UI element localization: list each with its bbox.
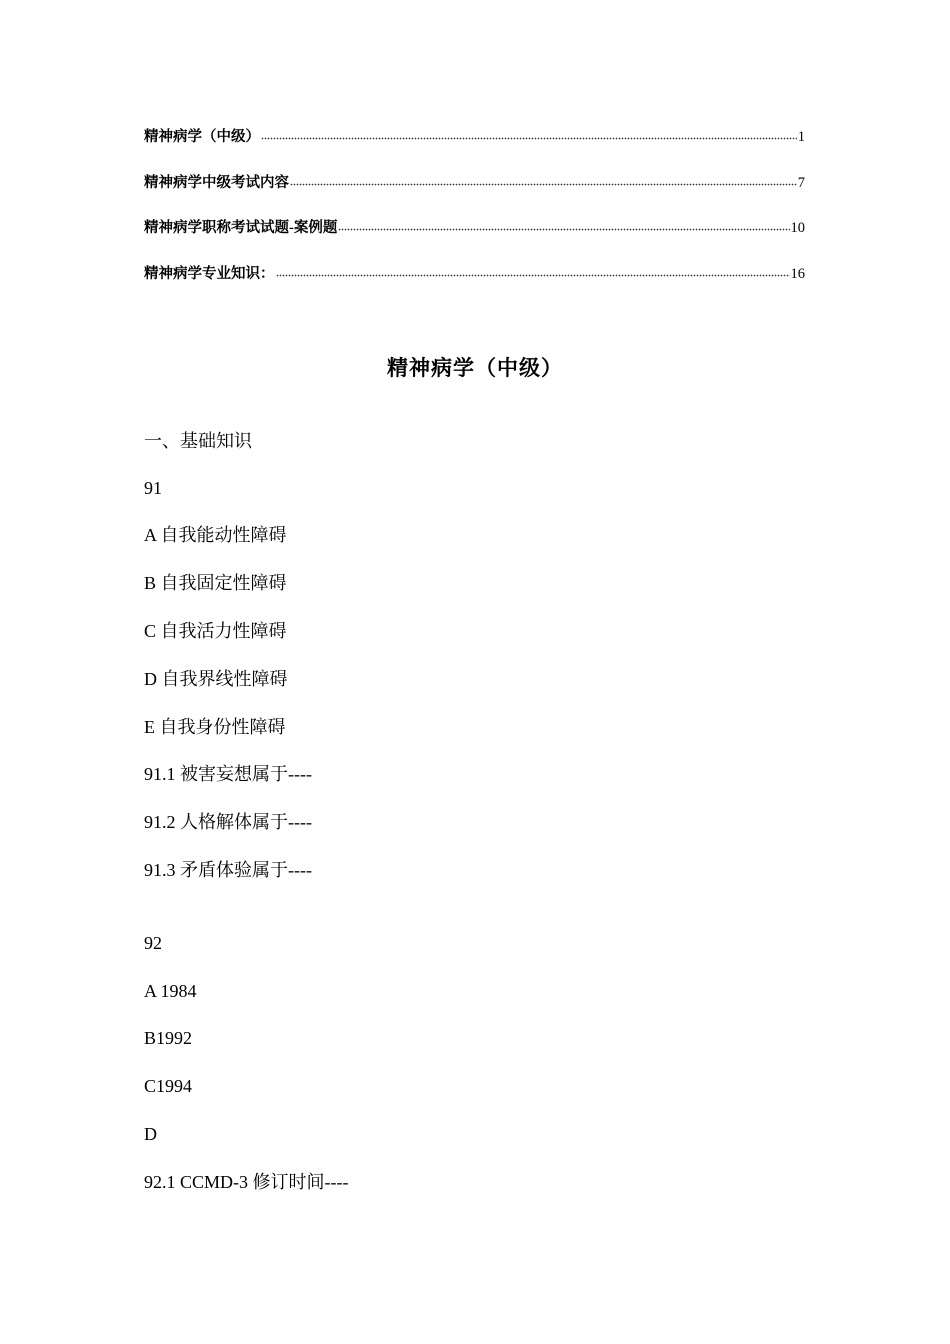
toc-entry-title: 精神病学中级考试内容 (144, 174, 289, 191)
toc-leader-dots (276, 274, 790, 278)
option-a: A 自我能动性障碍 (144, 525, 287, 545)
toc-entry-title: 精神病学（中级） (144, 129, 260, 145)
toc-leader-dots (338, 228, 789, 232)
toc-entry-title: 精神病学职称考试试题-案例题 (144, 220, 338, 236)
toc-entry-page: 7 (797, 174, 805, 191)
toc-leader-dots (261, 137, 797, 141)
document-title: 精神病学（中级） (387, 356, 563, 380)
option-e: E 自我身份性障碍 (144, 717, 286, 737)
toc-entry-page: 10 (790, 220, 805, 236)
toc-entry-page: 1 (797, 129, 805, 145)
option-c: C 自我活力性障碍 (144, 621, 287, 641)
section-heading: 一、基础知识 (144, 431, 252, 451)
toc-entry-page: 16 (790, 265, 805, 282)
toc-entry[interactable] (144, 170, 805, 192)
sub-question: 91.1 被害妄想属于---- (144, 764, 312, 784)
sub-question: 91.2 人格解体属于---- (144, 812, 312, 832)
toc-leader-dots (290, 183, 797, 187)
option-d: D 自我界线性障碍 (144, 669, 288, 689)
toc-entry[interactable] (144, 124, 805, 146)
table-of-contents (144, 124, 805, 306)
question-number: 91 (144, 478, 162, 498)
toc-entry[interactable] (144, 215, 805, 237)
toc-entry-title: 精神病学专业知识： (144, 265, 275, 282)
toc-entry[interactable] (144, 261, 805, 283)
option-c: C1994 (144, 1076, 193, 1096)
sub-question: 92.1 CCMD-3 修订时间---- (144, 1172, 349, 1192)
option-b: B1992 (144, 1028, 193, 1048)
sub-question: 91.3 矛盾体验属于---- (144, 860, 312, 880)
option-d: D (144, 1124, 157, 1144)
option-a: A 1984 (144, 981, 197, 1001)
question-number: 92 (144, 933, 162, 953)
option-b: B 自我固定性障碍 (144, 573, 287, 593)
